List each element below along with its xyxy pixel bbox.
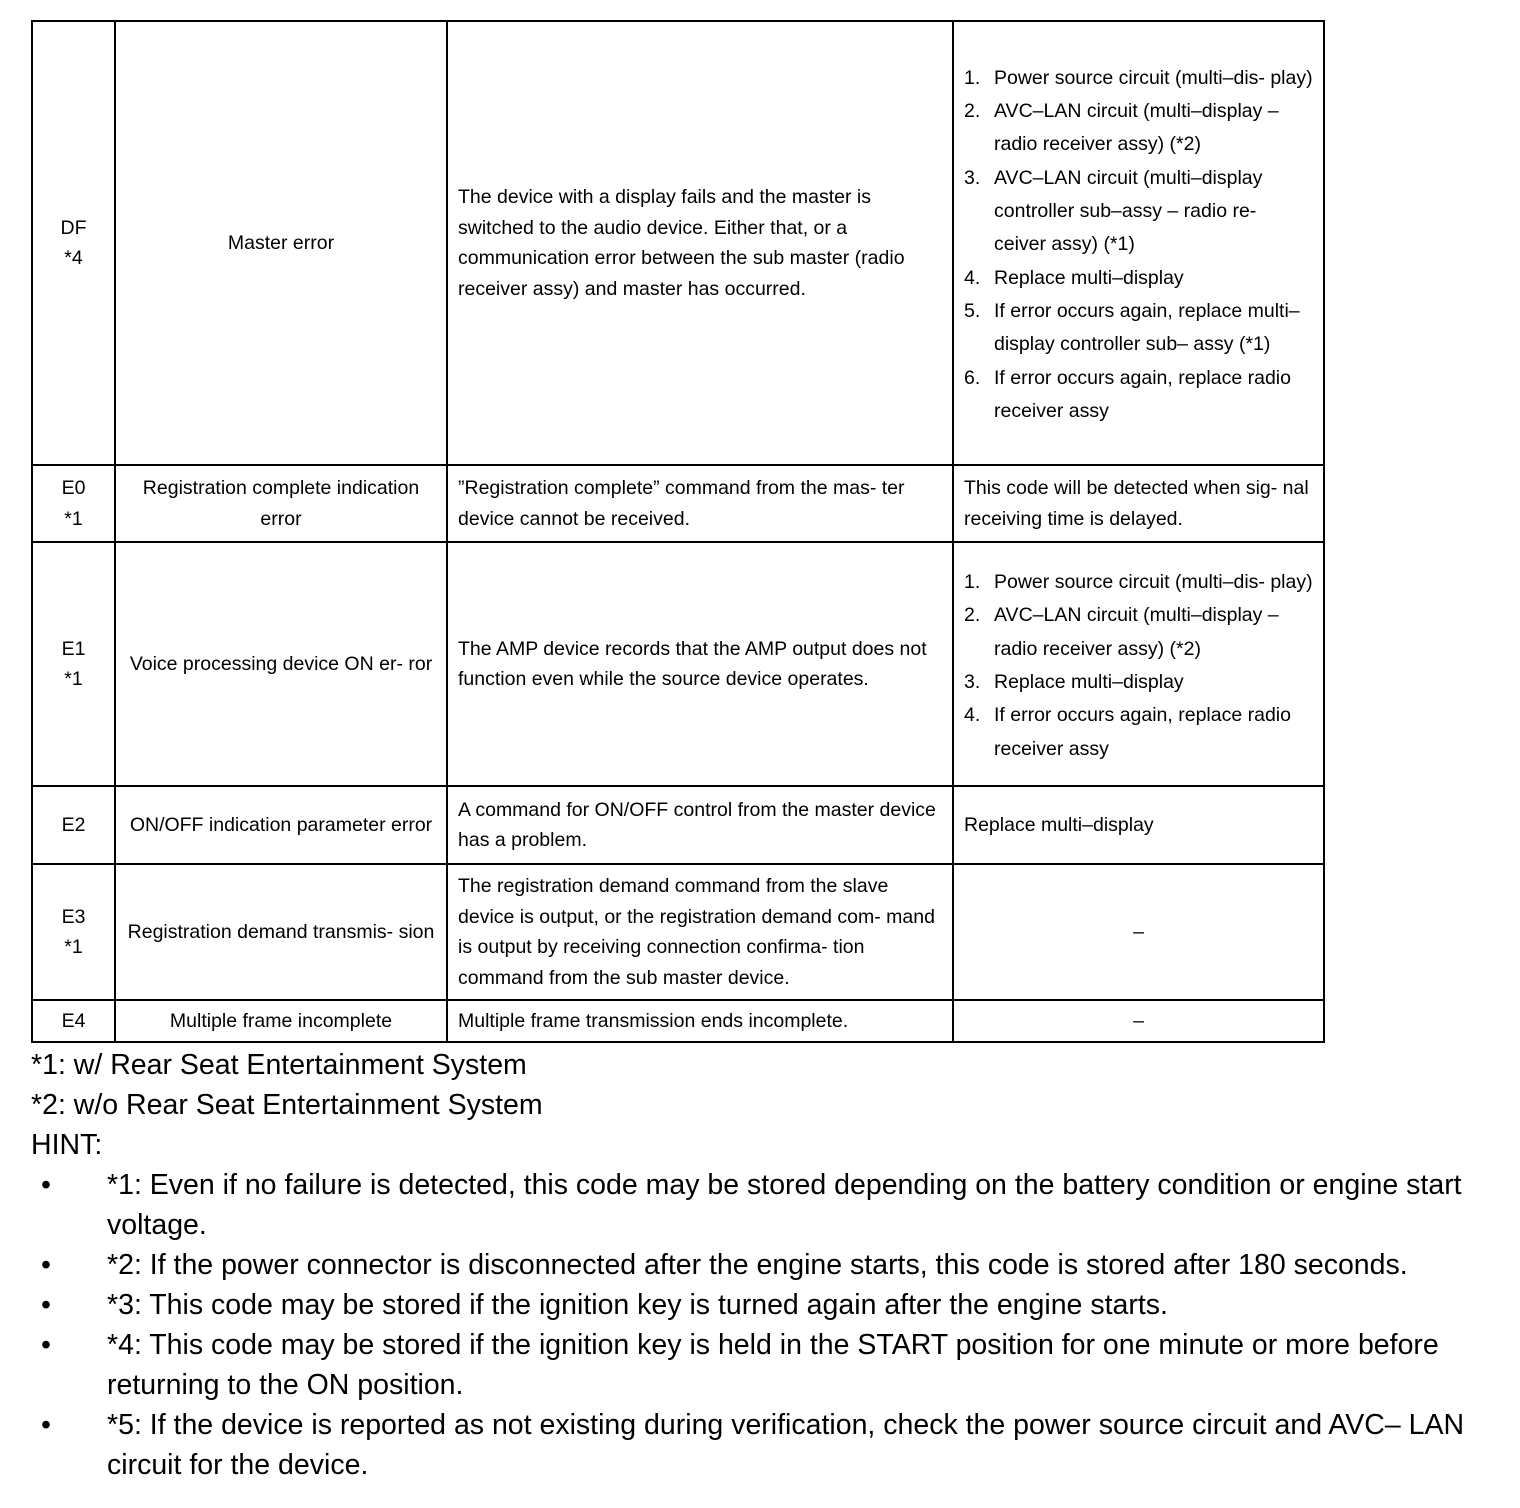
table-row: [32, 21, 1324, 465]
table-row: [32, 542, 1324, 786]
trouble-condition: ”Registration complete” command from the mas- ter device cannot be received.: [447, 465, 953, 542]
dtc-note: *1: [64, 668, 83, 690]
hint-list: [31, 1165, 1491, 1485]
dtc-code: E3: [61, 905, 86, 928]
dtc-code-cell: [32, 864, 115, 1000]
list-item: 6. If error occurs again, replace radio receiver assy: [964, 366, 1291, 422]
list-item: 1. Power source circuit (multi–dis- play): [964, 66, 1313, 89]
trouble-condition: The registration demand command from the slave device is output, or the registration demand com- mand is output by receiving connection confirma- tion command from the sub master device.: [447, 864, 953, 1000]
dtc-code: E4: [61, 1009, 86, 1032]
bullet-icon: •: [41, 1329, 51, 1361]
detection-item: Multiple frame incomplete: [115, 1000, 447, 1042]
dtc-code-cell: [32, 21, 115, 465]
list-item: • *5: If the device is reported as not existing during verification, check the power source circuit and AVC– LAN circuit for the device.: [31, 1405, 1491, 1485]
list-item: 4. Replace multi–display: [964, 266, 1184, 289]
dtc-note: *4: [64, 247, 83, 269]
footnote: *1: w/ Rear Seat Entertainment System: [31, 1049, 527, 1081]
dtc-code: DF: [60, 216, 87, 239]
detection-item: Registration demand transmis- sion: [115, 864, 447, 1000]
inspection-steps: [964, 562, 1313, 766]
list-item: • *3: This code may be stored if the ignition key is turned again after the engine starts.: [31, 1285, 1491, 1325]
trouble-condition: Multiple frame transmission ends incomplete.: [447, 1000, 953, 1042]
list-item: 1. Power source circuit (multi–dis- play): [964, 571, 1313, 594]
list-item: 2. AVC–LAN circuit (multi–display – radio receiver assy) (*2): [964, 100, 1279, 156]
detection-item: Voice processing device ON er- ror: [115, 542, 447, 786]
table-row: [32, 864, 1324, 1000]
bullet-icon: •: [41, 1249, 51, 1281]
table-row: [32, 1000, 1324, 1042]
list-item: 3. AVC–LAN circuit (multi–display controller sub–assy – radio re- ceiver assy) (*1): [964, 166, 1263, 256]
table-row: [32, 786, 1324, 864]
dtc-code: E0: [61, 477, 86, 499]
trouble-condition: A command for ON/OFF control from the master device has a problem.: [447, 786, 953, 864]
trouble-area: –: [953, 1000, 1324, 1042]
dtc-code-cell: [32, 786, 115, 864]
list-item: 5. If error occurs again, replace multi–display controller sub– assy (*1): [964, 299, 1300, 356]
detection-item: Master error: [115, 21, 447, 465]
trouble-area: –: [953, 864, 1324, 1000]
trouble-area: This code will be detected when sig- nal receiving time is delayed.: [953, 465, 1324, 542]
list-item: 3. Replace multi–display: [964, 671, 1184, 693]
dtc-code-cell: [32, 465, 115, 542]
list-item: 2. AVC–LAN circuit (multi–display – radio receiver assy) (*2): [964, 604, 1279, 660]
dtc-table: [31, 20, 1325, 1043]
notes-section: [31, 1045, 1491, 1485]
dtc-note: *1: [64, 507, 83, 530]
hint-label: HINT:: [31, 1129, 103, 1161]
list-item: • *1: Even if no failure is detected, this code may be stored depending on the battery condition or engine start voltage.: [31, 1165, 1491, 1245]
list-item: • *4: This code may be stored if the ignition key is held in the START position for one minute or more before returning to the ON position.: [31, 1325, 1491, 1405]
bullet-icon: •: [41, 1169, 51, 1201]
dtc-note: *1: [64, 936, 83, 958]
dtc-code-cell: [32, 1000, 115, 1042]
inspection-steps: [964, 58, 1313, 428]
footnote: *2: w/o Rear Seat Entertainment System: [31, 1089, 543, 1121]
detection-item: Registration complete indication error: [115, 465, 447, 542]
list-item: • *2: If the power connector is disconnected after the engine starts, this code is stored after 180 seconds.: [31, 1245, 1491, 1285]
trouble-condition: The AMP device records that the AMP output does not function even while the source device operates.: [447, 542, 953, 786]
trouble-area: Replace multi–display: [953, 786, 1324, 864]
dtc-code: E2: [61, 813, 86, 836]
list-item: 4. If error occurs again, replace radio receiver assy: [964, 704, 1291, 760]
inspection-steps-cell: [953, 21, 1324, 465]
dtc-code: E1: [61, 637, 86, 660]
bullet-icon: •: [41, 1409, 51, 1441]
bullet-icon: •: [41, 1289, 51, 1321]
trouble-condition: The device with a display fails and the master is switched to the audio device. Either that, or a communication error between the sub master (radio receiver assy) and master has occurred.: [447, 21, 953, 465]
inspection-steps-cell: [953, 542, 1324, 786]
dtc-code-cell: [32, 542, 115, 786]
table-row: [32, 465, 1324, 542]
detection-item: ON/OFF indication parameter error: [115, 786, 447, 864]
